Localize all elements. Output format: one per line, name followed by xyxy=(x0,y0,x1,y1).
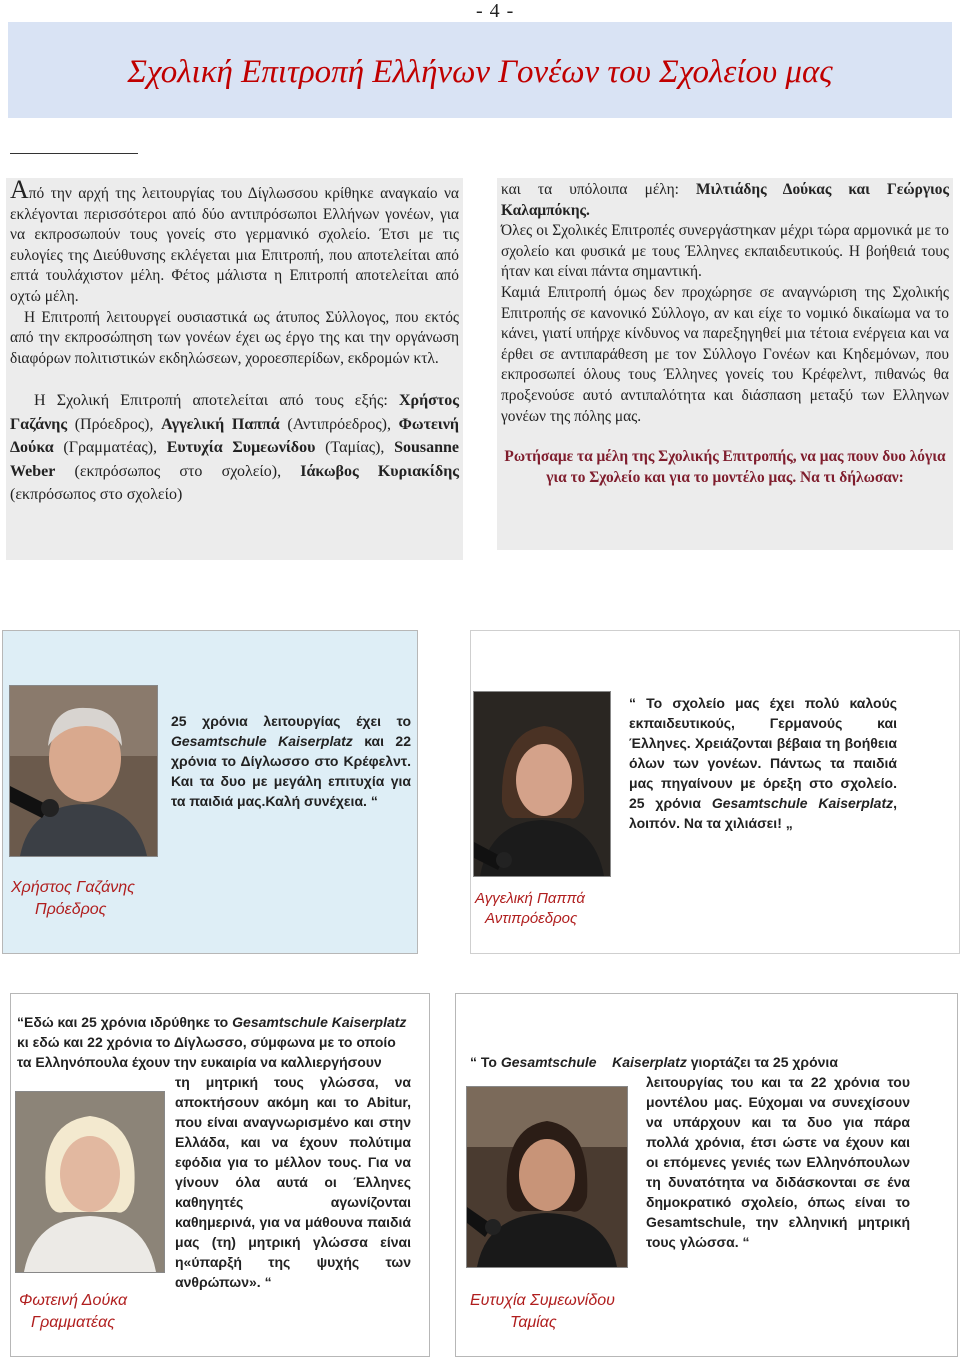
speaker-name: Χρήστος Γαζάνης xyxy=(11,879,135,896)
statement-quote xyxy=(646,1072,910,1252)
members-paragraph xyxy=(10,389,459,507)
statement-quote-lead xyxy=(470,1052,930,1072)
page-title: Σχολική Επιτροπή Ελλήνων Γονέων του Σχολείου μας xyxy=(127,54,833,90)
other-members-names: Μιλτιάδης Δούκας και Γεώργιος Καλαμπόκης. xyxy=(501,181,949,219)
statement-quote-lead xyxy=(17,1012,409,1072)
cooperation-paragraph: Όλες οι Σχολικές Επιτροπές συνεργάστηκαν μέχρι τώρα αρμονικά με το σχολείο και φυσικά με τους Έλληνες εκπαιδευτικούς. Η βοήθειά τους ήταν και είναι πάντα σημαντική. xyxy=(501,222,949,281)
speaker-role: Γραμματέας xyxy=(31,1314,115,1331)
portrait-image xyxy=(467,1087,627,1267)
speaker-role: Πρόεδρος xyxy=(35,901,107,918)
paragraph-lead: και τα υπόλοιπα μέλη: xyxy=(501,181,679,198)
speaker-name: Φωτεινή Δούκα xyxy=(19,1292,128,1309)
quote-mark: „ xyxy=(785,815,793,831)
members-intro: Η Σχολική Επιτροπή αποτελείται από τους εξής: xyxy=(34,392,388,410)
member-name: Ευτυχία Συμεωνίδου xyxy=(166,439,316,457)
statement-panel-treasurer xyxy=(455,993,958,1357)
quote-text: και 22 χρόνια το Δίγλωσσο στο Κρέφελντ. Και τα δυο με μεγάλη επιτυχία για τα παιδιά μας.Καλή συνέχεια. xyxy=(171,733,411,809)
portrait-photo xyxy=(473,691,611,877)
quote-mark: “ xyxy=(370,793,378,809)
portrait-image xyxy=(16,1092,164,1272)
portrait-photo xyxy=(466,1086,628,1268)
member-role: (Πρόεδρος), xyxy=(74,415,154,433)
speaker-role: Αντιπρόεδρος xyxy=(485,910,578,927)
quote-text: 25 χρόνια λειτουργίας έχει το xyxy=(171,713,411,729)
page-number: - 4 - xyxy=(476,0,515,22)
member-role: (Γραμματέας), xyxy=(63,439,158,457)
member-name: Φωτεινή Δούκα xyxy=(10,415,459,457)
member-name: Ιάκωβος Κυριακίδης xyxy=(300,462,460,480)
statement-panel-vice-president xyxy=(470,630,960,954)
portrait-image xyxy=(474,692,610,876)
recognition-paragraph: Καμιά Επιτροπή όμως δεν προχώρησε σε αναγνώριση της Σχολικής Επιτροπής σε κανονικό Σύλλογο, αν και είχε το νομικό δικαίωμα να το κάνει, γιατί υπήρχε κίνδυνος να παρεξηγηθεί μια τέτοια ενέργεια και να έρθει σε αντιπαράθεση με τον Σύλλογο Γονέων και Κηδεμόνων, που εκπροσωπεί όλους τους Έλληνες γονείς του Κρέφελντ, πιθανώς θα προξενούσε αυτό αντιπαλότητα και διάσπαση μεταξύ των Ελληνων γονέων της πόλης μας. xyxy=(501,283,949,425)
portrait-photo xyxy=(9,685,158,857)
drop-cap: Α xyxy=(10,175,29,204)
quote-school-name: Gesamtschule Kaiserplatz xyxy=(711,795,894,811)
left-column xyxy=(6,175,463,560)
member-name: Χρήστος Γαζάνης xyxy=(10,392,459,433)
paragraph-text: πό την αρχή της λειτουργίας του Δίγλωσσου κρίθηκε αναγκαίο να εκλέγονται περισσότεροι από δύο αντιπρόσωποι Ελλήνων γονέων, για να εκπροσωπούν τους γονείς στο γερμανικό σχολείο. Έτσι με τις ευλογίες της Διεύθυνσης εκλέγεται μια Επιτροπή, που αποτελείται από επτά τουλάχιστον μέλη. Φέτος μάλιστα η Επιτροπή αποτελείται από οχτώ μέλη. xyxy=(10,185,459,305)
statement-quote xyxy=(629,693,897,833)
quote-text: “Εδώ και 25 χρόνια ιδρύθηκε το xyxy=(17,1014,229,1030)
quote-text: λειτουργίας του και τα 22 χρόνια του μοντέλου μας. Εύχομαι να συνεχίσουν να υπάρχουν και τα δυο για πάρα πολλά χρόνια, έτσι ώστε να έχουν και οι επόμενες γενιές των Ελληνόπουλων τη δυνατότητα να διδάσκονται σε ένα δημοκρατικό σχολείο, όπως είναι το Gesamtschule, την ελληνική μητρική τους γλώσσα. xyxy=(646,1074,910,1250)
right-column xyxy=(497,178,953,550)
quote-mark: “ xyxy=(264,1274,272,1290)
other-members-paragraph xyxy=(501,180,949,221)
statement-quote xyxy=(175,1072,411,1292)
title-banner xyxy=(8,22,952,118)
statement-quote xyxy=(171,711,411,811)
speaker-name: Αγγελική Παππά xyxy=(475,890,585,907)
separator-line xyxy=(10,153,138,154)
portrait-photo xyxy=(15,1091,165,1273)
quote-school-name: Gesamtschule Kaiserplatz xyxy=(171,733,353,749)
statement-panel-president xyxy=(2,630,418,954)
quote-school-name: Gesamtschule Kaiserplatz xyxy=(232,1014,407,1030)
quote-school-name: Gesamtschule Kaiserplatz xyxy=(500,1054,687,1070)
quote-text: Το σχολείο μας έχει πολύ καλούς εκπαιδευτικούς, Γερμανούς και Έλληνες. Χρειάζονται βέβαια τη βοήθεια όλων των γονέων. Πάντως τα παιδιά μας πηγαίνουν με όρεξη στο σχολείο. 25 χρόνια xyxy=(629,695,898,811)
member-role: (Αντιπρόεδρος), xyxy=(287,415,391,433)
quote-mark: “ xyxy=(742,1234,750,1250)
quote-text: τη μητρική τους γλώσσα, να αποκτήσουν ακόμη και το Abitur, που είναι αναγνωρισμένο και στην Ελλάδα, και να έχουν πολύτιμα εφόδια για το μέλλον τους. Για να γίνουν όλα αυτά οι Έλληνες καθηγητές αγωνίζονται καθημερινά, για να μάθουνα παιδιά μας (τη) μητρική γλώσσα είναι η«ύπαρξή της ψυχής των ανθρώπων». xyxy=(175,1074,411,1290)
member-role: (Ταμίας), xyxy=(325,439,385,457)
member-name: Sousanne Weber xyxy=(10,439,459,480)
member-name: Αγγελική Παππά xyxy=(161,415,280,433)
member-role: (εκπρόσωπος στο σχολείο), xyxy=(74,462,282,480)
portrait-image xyxy=(10,686,157,856)
intro-paragraph xyxy=(10,175,459,308)
quote-text: κι εδώ και 22 χρόνια το Δίγλωσσο, σύμφωνα με το οποίο τα Ελληνόπουλα έχουν την ευκαιρία να καλλιεργήσουν xyxy=(17,1034,396,1070)
committee-role-paragraph: Η Επιτροπή λειτουργεί ουσιαστικά ως άτυπος Σύλλογος, που εκτός από την εκπροσώπηση των γονέων έχει ως έργο της και την οργάνωση διαφόρων πολιτιστικών εκδηλώσεων, χοροεσπερίδων, εκδρομών κτλ. xyxy=(10,308,459,367)
speaker-role: Ταμίας xyxy=(510,1314,557,1331)
quote-mark: “ xyxy=(629,695,636,711)
quote-text: γιορτάζει τα 25 χρόνια xyxy=(690,1054,838,1070)
quote-mark: “ Το xyxy=(470,1054,497,1070)
member-role: (εκπρόσωπος στο σχολείο) xyxy=(10,486,183,504)
statement-panel-secretary xyxy=(10,993,430,1357)
speaker-name: Ευτυχία Συμεωνίδου xyxy=(470,1292,615,1309)
quote-text: , λοιπόν. Να τα χιλιάσει! xyxy=(629,795,897,831)
interview-heading: Ρωτήσαμε τα μέλη της Σχολικής Επιτροπής, να μας πουν δυο λόγια για το Σχολείο και για το μοντέλο μας. Να τι δήλωσαν: xyxy=(504,448,946,486)
